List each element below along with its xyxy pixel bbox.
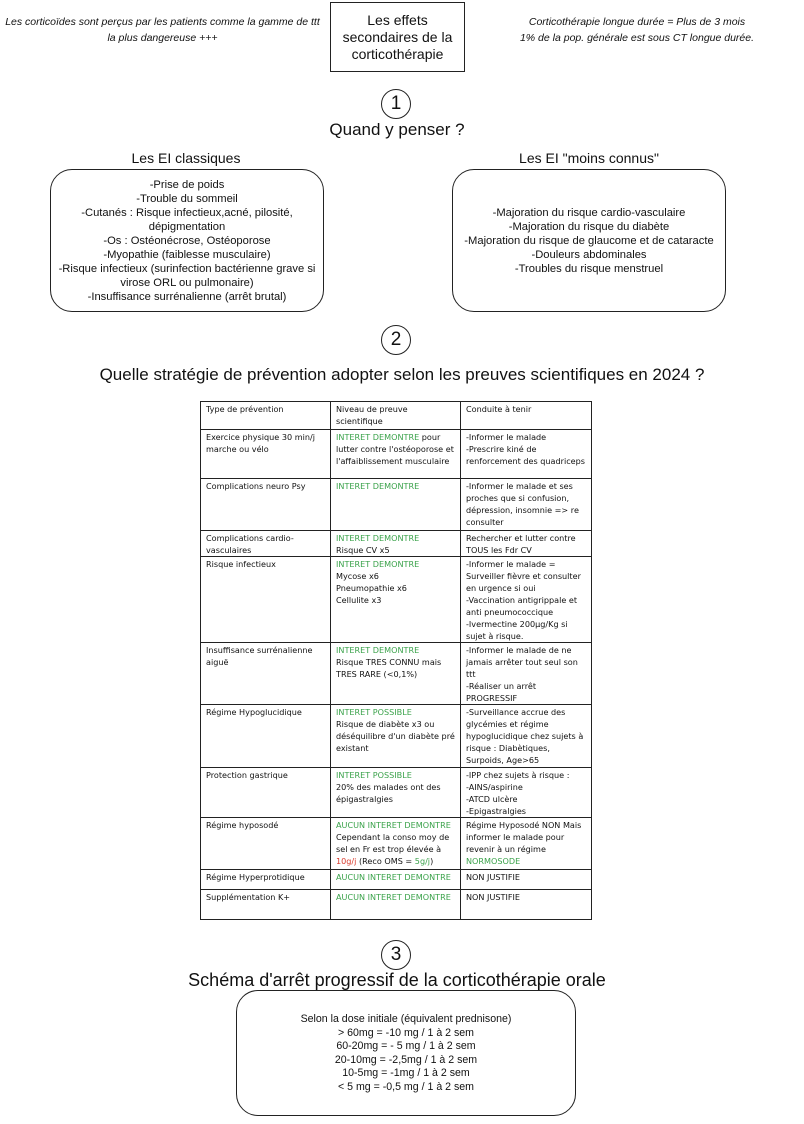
header-conduct: Conduite à tenir: [461, 402, 592, 430]
classic-ei-item: -Cutanés : Risque infectieux,acné, pilosité,: [81, 206, 293, 219]
conduct-text: -Ivermectine 200µg/Kg si sujet à risque.: [466, 619, 568, 641]
lesser-ei-item: -Troubles du risque menstruel: [514, 262, 664, 275]
conduct-cell: [461, 643, 592, 705]
conduct-text: Régime Hyposodé NON Mais informer le malade pour revenir à un régime: [466, 820, 582, 854]
tapering-line: > 60mg = -10 mg / 1 à 2 sem: [337, 1026, 475, 1039]
type-cell: [201, 768, 331, 818]
conduct-text: -Prescrire kiné de renforcement des quadriceps: [466, 444, 586, 466]
conduct-text: -Vaccination antigrippale et anti pneumococcique: [466, 595, 578, 617]
lesser-ei-item: -Majoration du risque de glaucome et de cataracte: [464, 234, 714, 247]
section1-heading: Quand y penser ?: [329, 120, 465, 139]
type-cell: [201, 531, 331, 557]
evidence-detail: Cellulite x3: [336, 595, 382, 605]
type-cell: [201, 557, 331, 643]
tapering-box: [236, 990, 576, 1116]
type-text: Risque infectieux: [206, 559, 276, 569]
level-first-line: [336, 769, 456, 781]
type-text: marche ou vélo: [206, 444, 269, 454]
level-cell: [331, 890, 461, 920]
evidence-detail: Risque CV x5: [336, 545, 390, 555]
tapering-line: 20-10mg = -2,5mg / 1 à 2 sem: [334, 1053, 478, 1066]
level-cell: [331, 531, 461, 557]
level-first-line: [336, 891, 456, 903]
title-line: corticothérapie: [351, 45, 444, 62]
evidence-level: INTERET DEMONTRE: [336, 645, 420, 655]
lesser-ei-box: [452, 169, 726, 312]
step-number-3: 3: [381, 940, 411, 970]
conduct-cell: [461, 531, 592, 557]
sodium-text: Cependant la conso moy de sel en Fr est trop élevée à: [336, 832, 450, 854]
type-text: Insuffisance surrénalienne aiguë: [206, 645, 313, 667]
sodium-target: 5g/j: [414, 856, 431, 866]
level-cell: [331, 430, 461, 479]
conduct-cell: [461, 479, 592, 531]
table-row: [201, 479, 592, 531]
lesser-ei-item: -Majoration du risque du diabète: [508, 220, 670, 233]
conduct-text: -Informer le malade et ses proches que si confusion, dépression, insomnie => re consulter: [466, 481, 579, 527]
conduct-text: -Informer le malade de ne jamais arrêter tout seul son ttt: [466, 645, 578, 679]
evidence-level: AUCUN INTERET DEMONTRE: [336, 820, 451, 830]
conduct-text: -IPP chez sujets à risque :: [466, 770, 570, 780]
level-first-line: [336, 558, 456, 570]
evidence-level: INTERET POSSIBLE: [336, 770, 412, 780]
type-text: Protection gastrique: [206, 770, 288, 780]
type-text: Régime Hyperprotidique: [206, 872, 305, 882]
level-cell: [331, 643, 461, 705]
sodium-end: ): [430, 856, 434, 866]
conduct-cell: [461, 430, 592, 479]
table-row: [201, 818, 592, 870]
sodium-current: 10g/j: [336, 856, 357, 866]
sodium-mid: (Reco OMS =: [356, 856, 415, 866]
title-line: secondaires de la: [342, 28, 453, 45]
conduct-text: -AINS/aspirine: [466, 782, 523, 792]
conduct-cell: [461, 818, 592, 870]
type-text: Complications cardio-vasculaires: [206, 533, 294, 555]
evidence-level: AUCUN INTERET DEMONTRE: [336, 872, 451, 882]
tapering-line: 10-5mg = -1mg / 1 à 2 sem: [342, 1067, 470, 1079]
lesser-ei-title: Les EI "moins connus": [519, 150, 659, 166]
classic-ei-item: -Insuffisance surrénalienne (arrêt brutal): [87, 290, 287, 303]
conduct-text: -ATCD ulcère: [466, 794, 518, 804]
tapering-line: 60-20mg = - 5 mg / 1 à 2 sem: [336, 1040, 476, 1052]
classic-ei-item: -Risque infectieux (surinfection bactérienne grave si: [58, 262, 316, 275]
type-cell: [201, 818, 331, 870]
conduct-text: NON JUSTIFIE: [466, 872, 520, 882]
level-cell: [331, 705, 461, 768]
type-cell: [201, 870, 331, 890]
type-cell: [201, 643, 331, 705]
conduct-text: -Informer le malade = Surveiller fièvre et consulter en urgence si oui: [466, 559, 581, 593]
evidence-detail: 20% des malades ont des épigastralgies: [336, 782, 441, 804]
conduct-text: -Epigastralgies: [466, 806, 527, 816]
conduct-cell: [461, 768, 592, 818]
evidence-detail: Mycose x6: [336, 571, 379, 581]
conduct-text: -Informer le malade: [466, 432, 547, 442]
type-cell: [201, 479, 331, 531]
classic-ei-item: -Trouble du sommeil: [136, 192, 238, 205]
type-text: Supplémentation K+: [206, 892, 291, 902]
section3-heading: Schéma d'arrêt progressif de la corticothérapie orale: [188, 970, 606, 990]
table-row: [201, 557, 592, 643]
type-text: Régime hyposodé: [206, 820, 279, 830]
tapering-line: Selon la dose initiale (équivalent prednisone): [300, 1013, 512, 1025]
section2-heading: Quelle stratégie de prévention adopter selon les preuves scientifiques en 2024 ?: [99, 365, 705, 384]
table-header-row: [201, 402, 592, 430]
left-note: Les corticoïdes sont perçus par les patients comme la gamme de ttt la plus dangereuse +++: [5, 16, 320, 44]
evidence-level: INTERET DEMONTRE: [336, 533, 420, 543]
right-note-line: 1% de la pop. générale est sous CT longue durée.: [519, 32, 755, 44]
evidence-level: INTERET DEMONTRE: [336, 559, 420, 569]
level-cell: [331, 768, 461, 818]
right-note: [470, 14, 804, 46]
title-line: Les effets: [367, 11, 428, 28]
evidence-level: INTERET DEMONTRE: [336, 432, 420, 442]
level-first-line: [336, 871, 456, 883]
level-first-line: [336, 431, 456, 467]
conduct-text: NON JUSTIFIE: [466, 892, 520, 902]
conduct-text: Rechercher et lutter contre TOUS les Fdr CV: [466, 533, 576, 555]
type-cell: [201, 705, 331, 768]
evidence-level: INTERET POSSIBLE: [336, 707, 412, 717]
table-row: [201, 643, 592, 705]
type-text: Régime Hypoglucidique: [206, 707, 302, 717]
type-text: Exercice physique 30 min/j: [206, 432, 315, 442]
tapering-line: < 5 mg = -0,5 mg / 1 à 2 sem: [337, 1080, 475, 1093]
table-row: [201, 531, 592, 557]
conduct-cell: [461, 705, 592, 768]
evidence-detail: Risque de diabète x3 ou déséquilibre d'un diabète pré existant: [336, 719, 455, 753]
lesser-ei-item: -Douleurs abdominales: [531, 248, 647, 261]
conduct-highlight: NORMOSODE: [466, 856, 521, 866]
prevention-table: [200, 401, 592, 920]
table-row: [201, 705, 592, 768]
evidence-level: INTERET DEMONTRE: [336, 481, 420, 491]
sodium-detail: [336, 831, 456, 867]
evidence-detail: Pneumopathie x6: [336, 583, 407, 593]
classic-ei-title: Les EI classiques: [131, 150, 241, 166]
classic-ei-item: -Os : Ostéonécrose, Ostéoporose: [103, 234, 271, 247]
conduct-text: -Réaliser un arrêt PROGRESSIF: [466, 681, 536, 703]
conduct-text: -Surveillance accrue des glycémies et régime hypoglucidique chez sujets à risque : Diabètiques, Surpoids, Age>65: [466, 707, 584, 765]
level-cell: [331, 870, 461, 890]
level-first-line: [336, 480, 456, 492]
right-note-line: Corticothérapie longue durée = Plus de 3 mois: [528, 16, 746, 28]
level-first-line: [336, 706, 456, 718]
table-row: [201, 768, 592, 818]
type-cell: [201, 430, 331, 479]
level-cell: [331, 479, 461, 531]
conduct-cell: [461, 557, 592, 643]
level-cell: [331, 818, 461, 870]
classic-ei-item: -Prise de poids: [149, 178, 225, 191]
classic-ei-item: -Myopathie (faiblesse musculaire): [103, 248, 271, 261]
evidence-detail: pour lutter contre l'ostéoporose et l'affaiblissement musculaire: [336, 432, 454, 466]
type-text: Complications neuro Psy: [206, 481, 306, 491]
evidence-level: AUCUN INTERET DEMONTRE: [336, 892, 451, 902]
table-row: [201, 430, 592, 479]
table-row: [201, 870, 592, 890]
conduct-cell: [461, 890, 592, 920]
level-cell: [331, 557, 461, 643]
level-first-line: [336, 644, 456, 656]
classic-ei-box: [50, 169, 324, 312]
conduct-cell: [461, 870, 592, 890]
level-first-line: [336, 819, 456, 831]
level-first-line: [336, 532, 456, 544]
step-number-2: 2: [381, 325, 411, 355]
classic-ei-item: dépigmentation: [148, 220, 226, 233]
table-row: [201, 890, 592, 920]
classic-ei-item: virose ORL ou pulmonaire): [120, 276, 254, 289]
header-type: Type de prévention: [201, 402, 331, 430]
header-level: Niveau de preuve scientifique: [331, 402, 461, 430]
type-cell: [201, 890, 331, 920]
evidence-detail: Risque TRES CONNU mais TRES RARE (<0,1%): [336, 657, 442, 679]
lesser-ei-item: -Majoration du risque cardio-vasculaire: [492, 206, 686, 219]
title-box: [330, 2, 465, 72]
step-number-1: 1: [381, 89, 411, 119]
